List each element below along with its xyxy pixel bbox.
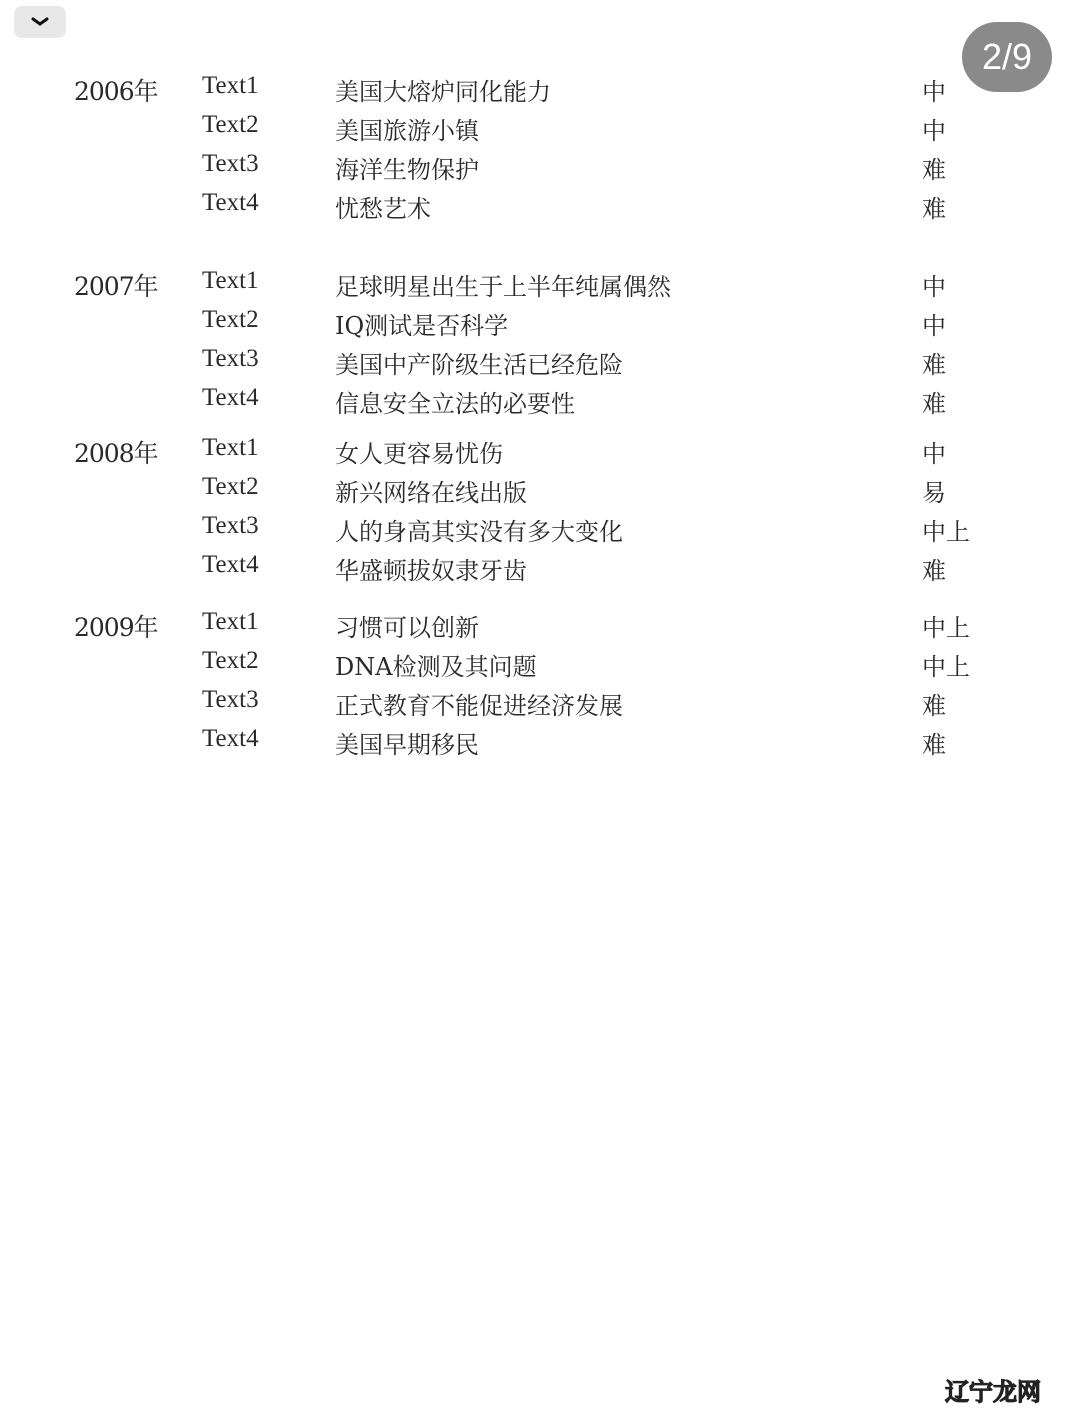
text-id: Text4: [202, 551, 259, 578]
topic-title: 正式教育不能促进经济发展: [335, 692, 623, 720]
difficulty-level: 中: [922, 440, 946, 468]
text-id: Text1: [202, 72, 259, 99]
watermark-part1: 辽宁: [945, 1378, 993, 1406]
topic-title: 人的身高其实没有多大变化: [335, 518, 623, 546]
text-id: Text2: [202, 111, 259, 138]
table-row: [0, 645, 1080, 684]
difficulty-level: 难: [922, 195, 946, 223]
topic-title: 美国中产阶级生活已经危险: [335, 351, 623, 379]
table-row: [0, 549, 1080, 588]
topic-title: 美国旅游小镇: [335, 117, 479, 145]
table-row: [0, 684, 1080, 723]
difficulty-level: 中上: [922, 614, 970, 642]
table-row: [0, 148, 1080, 187]
topic-title: 信息安全立法的必要性: [335, 390, 575, 418]
table-row: [0, 343, 1080, 382]
chevron-down-icon: [30, 16, 50, 28]
table-row: [0, 510, 1080, 549]
difficulty-level: 易: [922, 479, 946, 507]
difficulty-level: 难: [922, 156, 946, 184]
table-row: [0, 432, 1080, 471]
text-id: Text3: [202, 512, 259, 539]
difficulty-level: 难: [922, 557, 946, 585]
topic-title: 新兴网络在线出版: [335, 479, 527, 507]
difficulty-level: 难: [922, 351, 946, 379]
text-id: Text1: [202, 434, 259, 461]
collapse-button[interactable]: [14, 6, 66, 38]
text-id: Text2: [202, 473, 259, 500]
difficulty-level: 难: [922, 390, 946, 418]
table-row: [0, 70, 1080, 109]
table-row: [0, 187, 1080, 226]
difficulty-level: 中: [922, 117, 946, 145]
year-label: 2006年: [74, 77, 158, 106]
year-label: 2009年: [74, 613, 158, 642]
text-id: Text3: [202, 686, 259, 713]
year-group: [0, 70, 1080, 226]
difficulty-level: 中: [922, 273, 946, 301]
topic-title: 女人更容易忧伤: [335, 440, 503, 468]
topic-title: IQ测试是否科学: [335, 312, 509, 340]
table-row: [0, 723, 1080, 762]
text-id: Text1: [202, 608, 259, 635]
difficulty-level: 中上: [922, 518, 970, 546]
text-id: Text4: [202, 189, 259, 216]
text-id: Text1: [202, 267, 259, 294]
year-group: [0, 265, 1080, 421]
difficulty-level: 中上: [922, 653, 970, 681]
difficulty-level: 中: [922, 78, 946, 106]
year-group: [0, 432, 1080, 588]
year-group: [0, 606, 1080, 762]
text-id: Text2: [202, 306, 259, 333]
text-id: Text4: [202, 384, 259, 411]
table-row: [0, 606, 1080, 645]
text-id: Text3: [202, 150, 259, 177]
watermark-logo: [945, 1372, 1041, 1407]
text-id: Text2: [202, 647, 259, 674]
year-label: 2007年: [74, 272, 158, 301]
table-row: [0, 304, 1080, 343]
topic-title: DNA检测及其问题: [335, 653, 537, 681]
difficulty-level: 难: [922, 692, 946, 720]
table-row: [0, 265, 1080, 304]
difficulty-level: 中: [922, 312, 946, 340]
watermark-part2: 龙网: [993, 1378, 1041, 1406]
topic-title: 美国早期移民: [335, 731, 479, 759]
table-row: [0, 471, 1080, 510]
year-label: 2008年: [74, 439, 158, 468]
topic-title: 习惯可以创新: [335, 614, 479, 642]
topic-title: 忧愁艺术: [335, 195, 431, 223]
table-row: [0, 382, 1080, 421]
topic-title: 华盛顿拔奴隶牙齿: [335, 557, 527, 585]
topic-title: 海洋生物保护: [335, 156, 479, 184]
topic-title: 美国大熔炉同化能力: [335, 78, 551, 106]
difficulty-level: 难: [922, 731, 946, 759]
text-id: Text3: [202, 345, 259, 372]
table-row: [0, 109, 1080, 148]
text-id: Text4: [202, 725, 259, 752]
topic-title: 足球明星出生于上半年纯属偶然: [335, 273, 671, 301]
page-indicator: 2/9: [962, 22, 1052, 92]
